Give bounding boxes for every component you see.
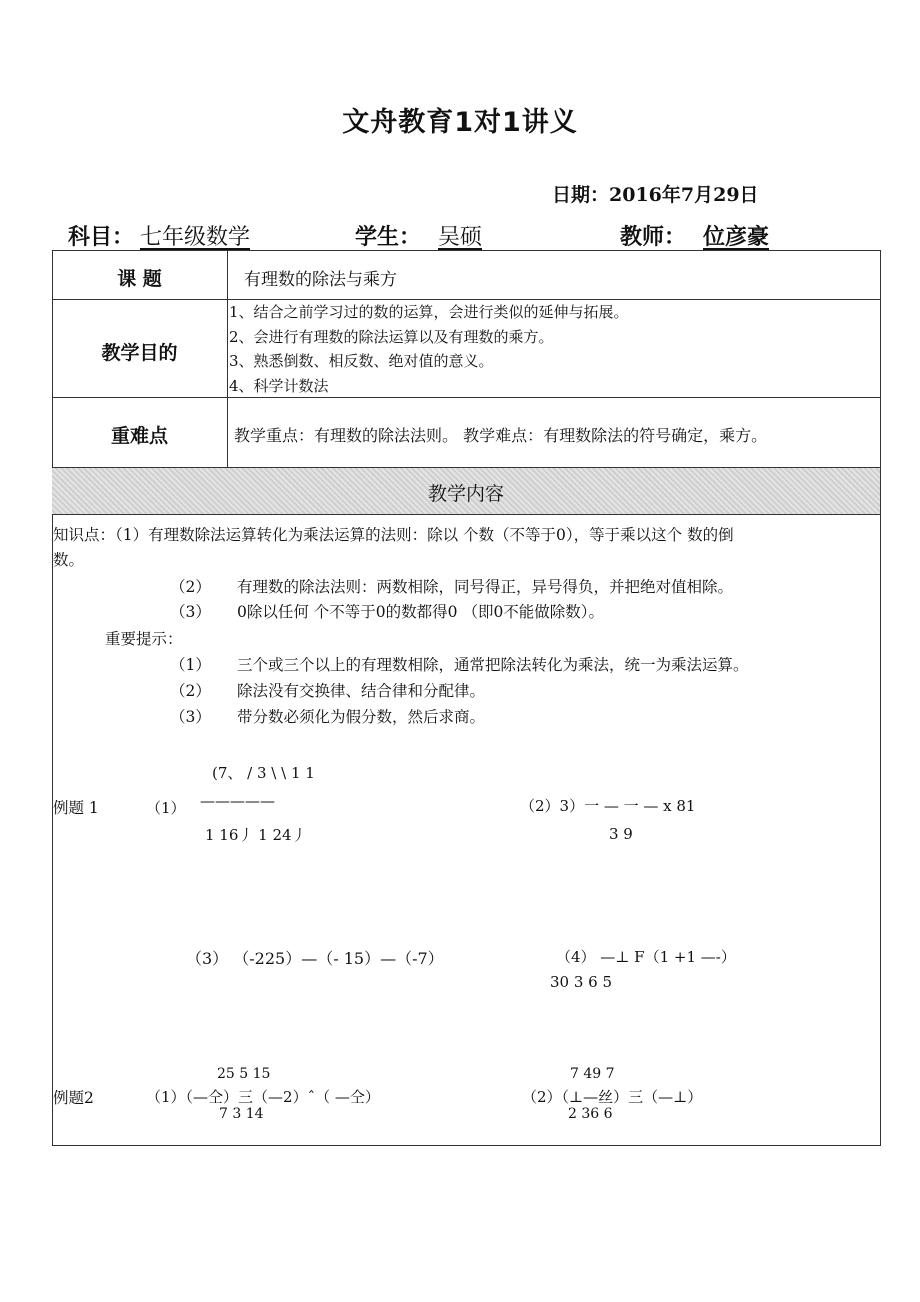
- topic-value: 有理数的除法与乘方: [244, 270, 397, 290]
- ex1-p1-top: (7、 / 3 \ \ 1 1: [212, 764, 315, 782]
- key-label: 重难点: [110, 425, 168, 447]
- tip-3-num: （3）: [170, 708, 211, 726]
- tips-label: 重要提示：: [105, 630, 183, 648]
- knowledge-line-1-cont: 数。: [53, 551, 85, 569]
- tip-1-num: （1）: [170, 656, 211, 674]
- goal-item: 4、科学计数法: [229, 376, 329, 395]
- ex2-q2-top: 7 49 7: [570, 1066, 615, 1082]
- content-label: 教学内容: [427, 483, 504, 505]
- subject-value: 七年级数学: [140, 225, 251, 250]
- key-value: 教学重点：有理数的除法法则。 教学难点：有理数除法的符号确定，乘方。: [234, 426, 768, 445]
- table-row-divider: [52, 514, 881, 515]
- table-border-bottom: [52, 1145, 881, 1146]
- tip-3-text: 带分数必须化为假分数，然后求商。: [237, 708, 486, 726]
- tip-2-num: （2）: [170, 682, 211, 700]
- table-border-right: [880, 250, 881, 1146]
- ex2-q2-bot: 2 36 6: [568, 1106, 613, 1122]
- table-border-top: [52, 250, 881, 251]
- ex1-p4-bot: 30 3 6 5: [550, 973, 613, 991]
- table-col-divider: [227, 250, 228, 468]
- ex1-p4-main: （4） —⊥ F（1 +1 —-）: [556, 948, 736, 966]
- knowledge-line-1: 知识点：（1）有理数除法运算转化为乘法运算的法则：除以 个数（不等于0），等于乘以这个 数的倒: [53, 526, 734, 544]
- goal-item: 2、会进行有理数的除法运算以及有理数的乘方。: [229, 327, 554, 346]
- goals-list: [229, 300, 629, 398]
- ex2-q1-bot: 7 3 14: [219, 1106, 264, 1122]
- page-title: 文舟教育1对1讲义: [342, 107, 578, 138]
- knowledge-3-num: （3）: [170, 603, 211, 621]
- student-label: 学生：: [355, 225, 422, 250]
- subject-label: 科目：: [68, 225, 135, 250]
- ex1-p1-bot: 1 16丿 1 24丿: [205, 826, 307, 844]
- ex1-p2-main: （2）3）一 — 一 — x 81: [520, 797, 696, 815]
- date: 日期：2016年7月29日: [552, 184, 759, 206]
- ex2-q1-main: （1）（—仝）三（—2）ˆ（ —仝）: [146, 1088, 380, 1106]
- topic-label: 课 题: [117, 268, 162, 290]
- goal-item: 3、熟悉倒数、相反数、绝对值的意义。: [229, 352, 494, 370]
- goals-label: 教学目的: [101, 342, 178, 364]
- tip-1-text: 三个或三个以上的有理数相除，通常把除法转化为乘法，统一为乘法运算。: [237, 656, 749, 674]
- ex1-p1-num: （1）: [146, 799, 186, 817]
- teacher-label: 教师：: [620, 225, 687, 250]
- knowledge-3-text: 0除以任何 个不等于0的数都得0 （即0不能做除数）。: [237, 603, 605, 621]
- ex1-p2-bot: 3 9: [609, 825, 633, 843]
- teacher-value: 位彦豪: [703, 225, 770, 250]
- student-value: 吴硕: [438, 225, 483, 250]
- knowledge-2-num: （2）: [170, 578, 211, 596]
- knowledge-2-text: 有理数的除法法则：两数相除，同号得正，异号得负，并把绝对值相除。: [237, 578, 734, 596]
- ex1-p3: （3） （-225）—（- 15）—（-7）: [186, 949, 444, 968]
- goal-item: 1、结合之前学习过的数的运算，会进行类似的延伸与拓展。: [229, 303, 629, 321]
- tip-2-text: 除法没有交换律、结合律和分配律。: [237, 682, 486, 700]
- example-2-label: 例题2: [53, 1089, 94, 1107]
- example-1-label: 例题 1: [53, 799, 99, 817]
- table-border-left: [52, 250, 53, 1146]
- ex2-q1-top: 25 5 15: [217, 1066, 271, 1082]
- ex1-p1-mid: —————: [200, 792, 275, 810]
- ex2-q2-main: （2）（⊥—丝）三（—⊥）: [522, 1088, 703, 1106]
